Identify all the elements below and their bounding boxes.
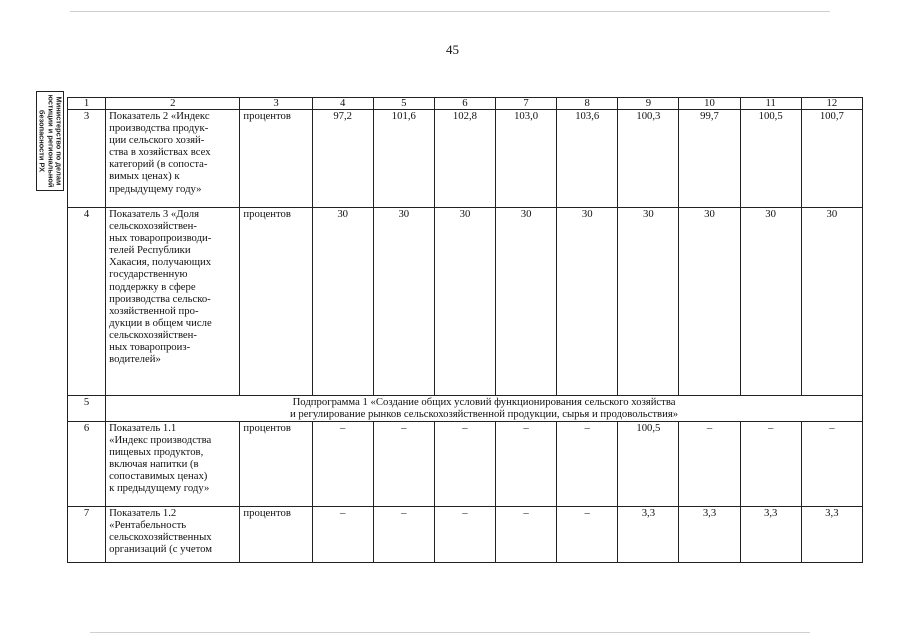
indicators-table <box>67 97 863 563</box>
indicator-line: ных товаропроизводи- <box>109 232 212 245</box>
indicator-line: включая напитки (в <box>109 458 199 471</box>
table-row <box>68 110 863 208</box>
value-cell: 30 <box>312 208 373 396</box>
indicator-name <box>106 110 240 208</box>
header-cell: 2 <box>106 98 240 110</box>
indicator-line: Показатель 3 «Доля <box>109 208 200 220</box>
indicator-line: производства сельско- <box>109 292 211 305</box>
indicator-line: производства продук- <box>109 122 209 135</box>
table-row <box>68 208 863 396</box>
subprogram-row <box>68 396 863 422</box>
value-cell: 30 <box>434 208 495 396</box>
unit-cell: процентов <box>240 208 312 396</box>
value-cell: 97,2 <box>312 110 373 208</box>
header-cell: 9 <box>618 98 679 110</box>
indicator-line: государственную <box>109 268 188 281</box>
table-row <box>68 507 863 563</box>
unit-cell: процентов <box>240 507 312 563</box>
indicator-line: «Индекс производства <box>109 434 212 447</box>
row-number: 7 <box>68 507 106 563</box>
indicator-line: хозяйственной про- <box>109 304 199 317</box>
indicator-line: ции сельского хозяй- <box>109 134 205 147</box>
header-cell: 10 <box>679 98 740 110</box>
row-number: 3 <box>68 110 106 208</box>
value-cell: 30 <box>801 208 862 396</box>
indicator-line: категорий (в сопоста- <box>109 158 208 171</box>
value-cell: 100,7 <box>801 110 862 208</box>
header-cell: 7 <box>496 98 557 110</box>
header-cell: 1 <box>68 98 106 110</box>
value-cell: 103,0 <box>496 110 557 208</box>
header-cell: 4 <box>312 98 373 110</box>
value-cell: – <box>557 507 618 563</box>
value-cell: – <box>740 422 801 507</box>
value-cell: – <box>312 507 373 563</box>
indicator-line: сопоставимых ценах) <box>109 470 208 483</box>
header-row <box>68 98 863 110</box>
indicator-line: Показатель 1.1 <box>109 422 177 434</box>
indicator-line: организаций (с учетом <box>109 543 213 556</box>
indicator-line: «Рентабельность <box>109 519 187 532</box>
value-cell: 30 <box>618 208 679 396</box>
header-cell: 5 <box>373 98 434 110</box>
value-cell: 30 <box>557 208 618 396</box>
table-row <box>68 422 863 507</box>
value-cell: 30 <box>496 208 557 396</box>
row-number: 6 <box>68 422 106 507</box>
indicator-line: Показатель 2 «Индекс <box>109 110 210 122</box>
scan-noise-top <box>70 11 830 12</box>
unit-cell: процентов <box>240 110 312 208</box>
indicator-name <box>106 422 240 507</box>
indicator-line: сельскохозяйственных <box>109 531 212 544</box>
value-cell: 3,3 <box>679 507 740 563</box>
header-cell: 6 <box>434 98 495 110</box>
value-cell: 3,3 <box>618 507 679 563</box>
indicator-name <box>106 507 240 563</box>
value-cell: – <box>496 507 557 563</box>
indicator-line: вимых ценах) к <box>109 170 180 183</box>
value-cell: 102,8 <box>434 110 495 208</box>
indicator-line: сельскохозяйствен- <box>109 328 197 341</box>
row-number: 4 <box>68 208 106 396</box>
value-cell: – <box>434 422 495 507</box>
header-cell: 12 <box>801 98 862 110</box>
ministry-stamp <box>36 91 64 191</box>
value-cell: 30 <box>679 208 740 396</box>
value-cell: 99,7 <box>679 110 740 208</box>
value-cell: – <box>312 422 373 507</box>
indicator-line: поддержку в сфере <box>109 280 196 293</box>
indicator-line: пищевых продуктов, <box>109 446 204 459</box>
value-cell: – <box>679 422 740 507</box>
header-cell: 3 <box>240 98 312 110</box>
subprogram-line: Подпрограмма 1 «Создание общих условий функционирования сельского хозяйства <box>292 396 676 408</box>
value-cell: – <box>373 507 434 563</box>
value-cell: 3,3 <box>740 507 801 563</box>
page-number: 45 <box>446 42 459 57</box>
indicator-line: ных товаропроиз- <box>109 341 191 354</box>
indicator-line: дукции в общем числе <box>109 316 212 329</box>
indicator-line: к предыдущему году» <box>109 482 210 495</box>
scan-noise-bottom <box>90 632 810 633</box>
value-cell: – <box>496 422 557 507</box>
value-cell: – <box>434 507 495 563</box>
stamp-text: Министерство по делам юстиции и региональной безопасности РХ <box>37 94 64 188</box>
indicator-line: предыдущему году» <box>109 182 202 195</box>
value-cell: 3,3 <box>801 507 862 563</box>
row-number: 5 <box>68 396 106 422</box>
value-cell: 100,5 <box>740 110 801 208</box>
value-cell: – <box>557 422 618 507</box>
value-cell: – <box>801 422 862 507</box>
header-cell: 8 <box>557 98 618 110</box>
indicator-line: телей Республики <box>109 244 191 257</box>
indicator-line: ства в хозяйствах всех <box>109 146 211 159</box>
subprogram-title <box>106 396 863 422</box>
unit-cell: процентов <box>240 422 312 507</box>
subprogram-line: и регулирование рынков сельскохозяйственной продукции, сырья и продовольствия» <box>290 408 679 421</box>
indicator-line: Показатель 1.2 <box>109 507 177 519</box>
value-cell: 101,6 <box>373 110 434 208</box>
value-cell: 30 <box>373 208 434 396</box>
value-cell: 30 <box>740 208 801 396</box>
indicator-line: сельскохозяйствен- <box>109 220 197 233</box>
value-cell: 100,5 <box>618 422 679 507</box>
indicator-line: Хакасия, получающих <box>109 256 212 269</box>
indicator-name <box>106 208 240 396</box>
value-cell: – <box>373 422 434 507</box>
indicator-line: водителей» <box>109 353 161 366</box>
value-cell: 103,6 <box>557 110 618 208</box>
header-cell: 11 <box>740 98 801 110</box>
value-cell: 100,3 <box>618 110 679 208</box>
